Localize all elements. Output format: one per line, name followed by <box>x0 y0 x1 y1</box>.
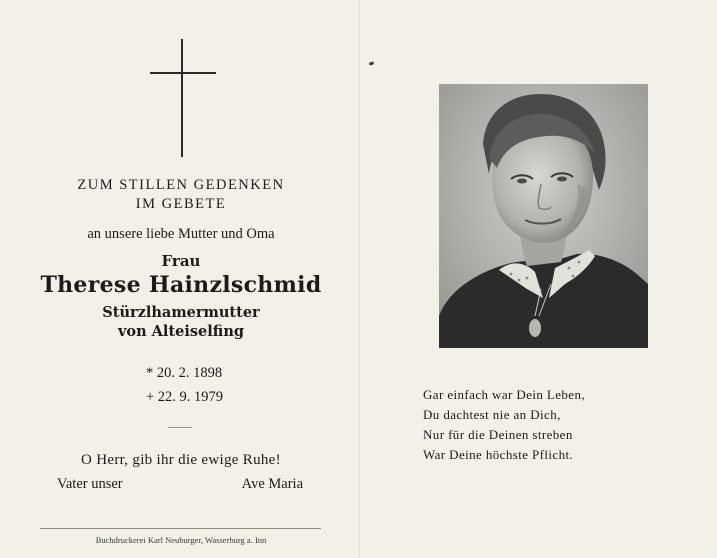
death-date: + 22. 9. 1979 <box>146 389 224 405</box>
poem-line-4: War Deine höchste Pflicht. <box>423 447 574 462</box>
cross-icon <box>150 39 216 157</box>
deceased-name: Therese Hainzlschmid <box>40 272 322 298</box>
birth-date: * 20. 2. 1898 <box>146 365 223 381</box>
prayer-ave-maria: Ave Maria <box>241 476 303 492</box>
poem-line-2: Du dachtest nie an Dich, <box>423 407 561 422</box>
poem <box>423 385 585 465</box>
title-text: Frau <box>161 252 201 270</box>
fold-line <box>359 0 360 558</box>
poem-line-3: Nur für die Deinen streben <box>423 427 573 442</box>
poem-line-1: Gar einfach war Dein Leben, <box>423 387 586 402</box>
life-dates <box>146 361 223 409</box>
prayer-text: O Herr, gib ihr die ewige Ruhe! <box>81 452 281 468</box>
paper-speck <box>369 61 375 66</box>
printer-imprint: Buchdruckerei Karl Neuburger, Wasserburg a. Inn <box>95 535 267 545</box>
footer-rule <box>40 528 321 529</box>
dedication-text: an unsere liebe Mutter und Oma <box>87 226 275 242</box>
divider <box>168 427 192 428</box>
occupation <box>0 303 362 341</box>
prayer-vater-unser: Vater unser <box>57 476 123 492</box>
portrait-photo <box>439 84 648 348</box>
header-line-2: IM GEBETE <box>135 196 227 212</box>
header-line-1: ZUM STILLEN GEDENKEN <box>77 177 285 193</box>
occupation-line-1: Stürzlhamermutter <box>102 304 260 321</box>
occupation-line-2: von Alteiselfing <box>118 323 244 340</box>
memorial-header <box>0 176 362 214</box>
